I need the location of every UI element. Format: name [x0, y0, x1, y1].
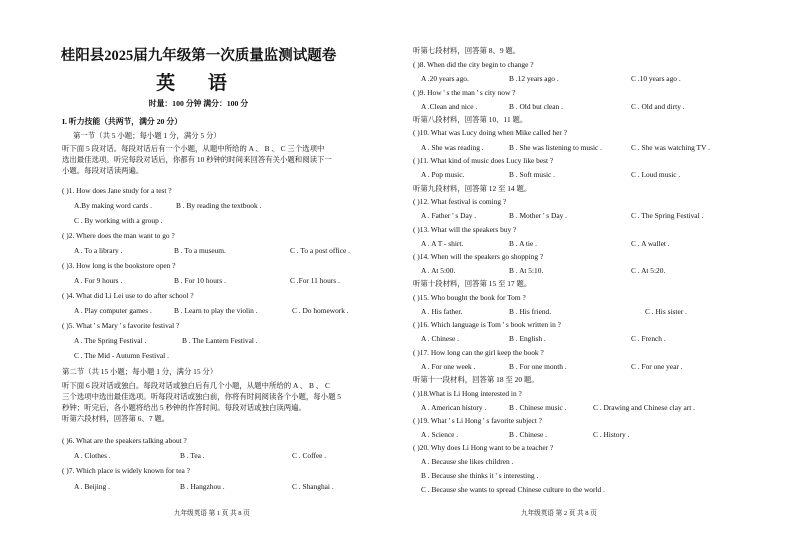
q15-option-a: A . His father. [421, 307, 463, 316]
q17-option-a: A . For one week . [421, 362, 476, 371]
q19-option-b: B . Chinese . [509, 430, 547, 439]
q6-option-c: C . Coffee . [292, 451, 327, 460]
question-13: ( )13. What will the speakers buy ? [413, 225, 517, 234]
q9-option-b: B . Old but clean . [509, 102, 563, 111]
q20-option-a: A . Because she likes children . [421, 457, 514, 466]
part1-instruction: 听下面 5 段对话。每段对话后有一个小题，从题中所给的 A 、 B 、 C 三个选项中 [62, 144, 325, 153]
q12-option-b: B . Mother ' s Day . [509, 211, 567, 220]
q3-option-a: A . For 9 hours . [74, 276, 123, 285]
part2-instruction: 听第六段材料，回答第 6、7 题。 [62, 414, 170, 423]
question-8: ( )8. When did the city begin to change ? [413, 60, 534, 69]
question-16: ( )16. Which language is Tom ' s book written in ? [413, 320, 561, 329]
q14-option-a: A . At 5:00. [421, 266, 456, 275]
q10-option-b: B . She was listening to music . [509, 143, 602, 152]
q8-option-c: C .10 years ago . [631, 74, 681, 83]
q1-option-a: A.By making word cards . [74, 201, 152, 210]
part1-instruction: 选出最佳选项。听完每段对话后，你都有 10 秒钟的时间来回答有关小题和阅读下一 [62, 155, 332, 164]
question-2: ( )2. Where does the man want to go ? [62, 231, 175, 240]
q2-option-a: A . To a library . [74, 246, 123, 255]
part2-instruction: 三个选项中选出最佳选项。听每段对话或独白前，你将有时间阅读各个小题，每小题 5 [62, 392, 342, 401]
question-1: ( )1. How does Jane study for a test ? [62, 186, 172, 195]
q2-option-b: B . To a museum. [174, 246, 226, 255]
question-7: ( )7. Which place is widely known for tea ? [62, 466, 190, 475]
q6-option-b: B . Tea . [180, 451, 205, 460]
question-20: ( )20. Why does Li Hong want to be a teacher ? [413, 443, 554, 452]
q7-option-b: B . Hangzhou . [180, 482, 225, 491]
q18-option-c: C . Drawing and Chinese clay art . [593, 403, 696, 412]
q8-option-a: A .20 years ago. [421, 74, 469, 83]
q14-option-c: C . At 5:20. [631, 266, 666, 275]
question-14: ( )14. When will the speakers go shopping ? [413, 252, 544, 261]
q12-option-c: C . The Spring Festival . [631, 211, 704, 220]
exam-subject: 英 语 [156, 73, 241, 94]
question-15: ( )15. Who bought the book for Tom ? [413, 293, 526, 302]
q11-option-b: B . Soft music . [509, 170, 555, 179]
q20-option-c: C . Because she wants to spread Chinese culture to the world . [421, 485, 605, 494]
q19-option-a: A . Science . [421, 430, 459, 439]
section-heading: I. 听力技能（共两节，满分 20 分） [62, 117, 182, 126]
page-right [397, 0, 794, 550]
page-footer: 九年级英语 第 2 页 共 8 页 [521, 510, 597, 517]
q9-option-a: A .Clean and nice . [421, 102, 478, 111]
q9-option-c: C . Old and dirty . [631, 102, 685, 111]
exam-title: 桂阳县2025届九年级第一次质量监测试题卷 [60, 48, 337, 64]
q19-option-c: C . History . [593, 430, 630, 439]
question-18: ( )18.What is Li Hong interested in ? [413, 389, 522, 398]
q4-option-c: C . Do homework . [292, 306, 349, 315]
q2-option-c: C . To a post office . [290, 246, 350, 255]
q11-option-a: A . Pop music. [421, 170, 465, 179]
page-footer: 九年级英语 第 1 页 共 8 页 [174, 510, 250, 517]
q7-option-c: C . Shanghai . [292, 482, 334, 491]
q16-option-a: A . Chinese . [421, 334, 459, 343]
q1-option-c: C . By working with a group . [74, 216, 163, 225]
material-9-heading: 听第九段材料，回答第 12 至 14 题。 [413, 184, 532, 193]
material-11-heading: 听第十一段材料，回答第 18 至 20 题。 [413, 375, 539, 384]
q8-option-b: B .12 years ago . [509, 74, 559, 83]
material-7-heading: 听第七段材料，回答第 8、9 题。 [413, 46, 521, 55]
part1-instruction: 小题。每段对话读两遍。 [62, 166, 144, 175]
q13-option-b: B . A tie . [509, 239, 537, 248]
part2-instruction: 听下面 6 段对话或独白。每段对话或独白后有几个小题，从题中所给的 A 、 B 、 C [62, 381, 330, 390]
q16-option-b: B . English . [509, 334, 546, 343]
question-3: ( )3. How long is the bookstore open ? [62, 261, 176, 270]
q5-option-b: B . The Lantern Festival . [182, 336, 258, 345]
q5-option-a: A . The Spring Festival . [74, 336, 147, 345]
exam-meta: 时量：100 分钟 满分：100 分 [148, 99, 249, 108]
question-11: ( )11. What kind of music does Lucy like best ? [413, 156, 554, 165]
q4-option-a: A . Play computer games . [74, 306, 152, 315]
q17-option-c: C . For one year . [631, 362, 683, 371]
q10-option-c: C . She was watching TV . [631, 143, 710, 152]
question-12: ( )12. What festival is coming ? [413, 197, 507, 206]
question-19: ( )19. What ' s Li Hong ' s favorite subject ? [413, 416, 542, 425]
part1-title: 第一节（共 5 小题；每小题 1 分，满分 5 分） [73, 131, 221, 140]
q12-option-a: A . Father ' s Day . [421, 211, 477, 220]
q14-option-b: B . At 5:10. [509, 266, 544, 275]
part2-title: 第二节（共 15 小题；每小题 1 分，满分 15 分） [62, 367, 218, 376]
q15-option-c: C . His sister . [645, 307, 687, 316]
q13-option-a: A . A T - shirt. [421, 239, 464, 248]
q11-option-c: C . Loud music . [631, 170, 681, 179]
q5-option-c: C . The Mid - Autumn Festival . [74, 351, 169, 360]
q1-option-b: B . By reading the textbook . [176, 201, 262, 210]
question-5: ( )5. What ' s Mary ' s favorite festival ? [62, 321, 180, 330]
q20-option-b: B . Because she thinks it ' s interesting . [421, 471, 539, 480]
q18-option-a: A . American history . [421, 403, 487, 412]
q15-option-b: B . His friend. [509, 307, 552, 316]
question-4: ( )4. What did Li Lei use to do after school ? [62, 291, 194, 300]
q3-option-c: C .For 11 hours . [290, 276, 340, 285]
material-10-heading: 听第十段材料，回答第 15 至 17 题。 [413, 279, 532, 288]
q7-option-a: A . Beijing . [74, 482, 110, 491]
q6-option-a: A . Clothes . [74, 451, 111, 460]
q16-option-c: C . French . [631, 334, 666, 343]
question-10: ( )10. What was Lucy doing when Mike called her ? [413, 128, 567, 137]
q18-option-b: B . Chinese music . [509, 403, 567, 412]
q10-option-a: A . She was reading . [421, 143, 484, 152]
q17-option-b: B . For one month . [509, 362, 567, 371]
q3-option-b: B . For 10 hours . [174, 276, 226, 285]
part2-instruction: 秒钟；听完后，各小题将给出 5 秒钟的作答时间。每段对话或独白读两遍。 [62, 403, 306, 412]
question-9: ( )9. How ' s the man ' s city now ? [413, 88, 516, 97]
q13-option-c: C . A wallet . [631, 239, 670, 248]
q4-option-b: B . Learn to play the violin . [174, 306, 258, 315]
question-6: ( )6. What are the speakers talking about ? [62, 436, 187, 445]
question-17: ( )17. How long can the girl keep the book ? [413, 348, 544, 357]
material-8-heading: 听第八段材料，回答第 10、11 题。 [413, 115, 528, 124]
